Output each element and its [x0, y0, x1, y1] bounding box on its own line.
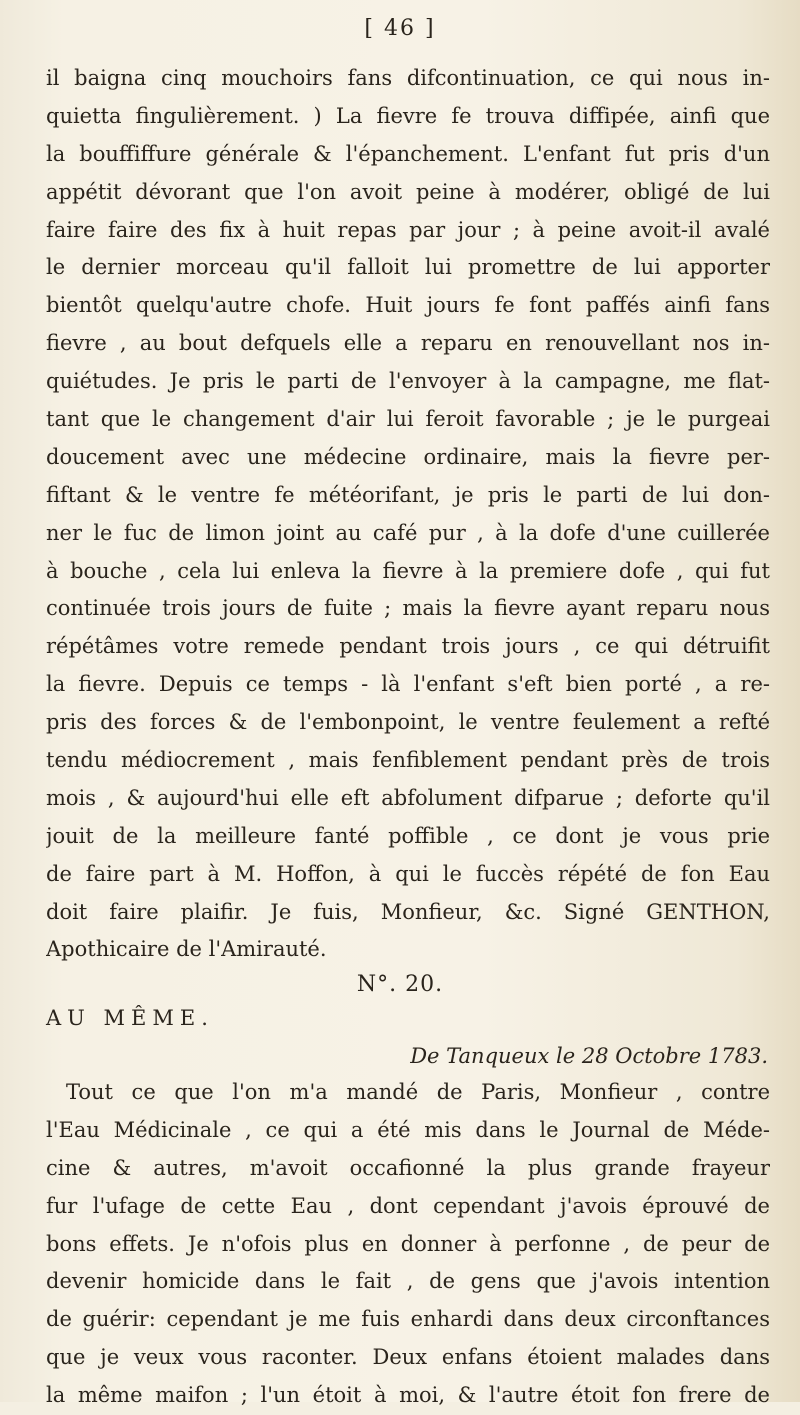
text-line: fievre , au bout defquels elle a reparu en renouvellant nos in-: [46, 331, 770, 356]
text-line: faire faire des fix à huit repas par jour ; à peine avoit-il avalé: [46, 217, 770, 242]
text-line: doit faire plaifir. Je fuis, Monfieur, &c. Signé GENTHON,: [46, 899, 770, 924]
section-title: AU MÊME.: [46, 1006, 214, 1030]
text-line: la fievre. Depuis ce temps - là l'enfant s'eft bien porté , a re-: [46, 672, 770, 697]
text-line: tendu médiocrement , mais fenfiblement pendant près de trois: [46, 748, 770, 773]
text-line: le dernier morceau qu'il falloit lui promettre de lui apporter: [46, 255, 770, 280]
text-line: cine & autres, m'avoit occafionné la plus grande frayeur: [46, 1155, 770, 1180]
text-line: la même maifon ; l'un étoit à moi, & l'autre étoit fon frere de: [46, 1383, 770, 1408]
text-line: Tout ce que l'on m'a mandé de Paris, Monfieur , contre: [66, 1080, 770, 1104]
text-line: l'Eau Médicinale , ce qui a été mis dans le Journal de Méde-: [46, 1117, 770, 1142]
text-line: ner le fuc de limon joint au café pur , à la dofe d'une cuillerée: [46, 520, 770, 545]
text-line: jouit de la meilleure fanté poffible , ce dont je vous prie: [46, 823, 770, 848]
text-line: doucement avec une médecine ordinaire, mais la fievre per-: [46, 444, 770, 469]
text-line: quietta fingulièrement. ) La fievre fe trouva diffipée, ainfi que: [46, 103, 770, 128]
text-line: Apothicaire de l'Amirauté.: [46, 937, 327, 962]
text-line: fur l'ufage de cette Eau , dont cependant j'avois éprouvé de: [46, 1193, 770, 1218]
letter-number-heading: N°. 20.: [356, 972, 444, 997]
text-line: continuée trois jours de fuite ; mais la fievre ayant reparu nous: [46, 596, 770, 621]
text-line: bons effets. Je n'ofois plus en donner à perfonne , de peur de: [46, 1231, 770, 1256]
text-line: mois , & aujourd'hui elle eft abfolument difparue ; deforte qu'il: [46, 785, 770, 810]
text-line: répétâmes votre remede pendant trois jours , ce qui détruifit: [46, 634, 770, 659]
paragraph-continued-letter: [46, 60, 770, 969]
text-line: que je veux vous raconter. Deux enfans étoient malades dans: [46, 1345, 770, 1370]
text-line: tant que le changement d'air lui feroit favorable ; je le purgeai: [46, 407, 770, 432]
dateline: De Tanqueux le 28 Octobre 1783.: [410, 1044, 768, 1068]
text-line: la bouffiffure générale & l'épanchement. L'enfant fut pris d'un: [46, 141, 770, 166]
text-line: bientôt quelqu'autre chofe. Huit jours fe font paffés ainfi fans: [46, 293, 770, 318]
text-line: il baigna cinq mouchoirs fans difcontinuation, ce qui nous in-: [46, 66, 770, 90]
text-line: pris des forces & de l'embonpoint, le ventre feulement a refté: [46, 710, 770, 735]
text-line: appétit dévorant que l'on avoit peine à modérer, obligé de lui: [46, 179, 770, 204]
text-line: quiétudes. Je pris le parti de l'envoyer à la campagne, me flat-: [46, 369, 770, 394]
paragraph-new-letter: [46, 1074, 770, 1415]
text-line: devenir homicide dans le fait , de gens que j'avois intention: [46, 1269, 770, 1294]
text-line: fiftant & le ventre fe météorifant, je pris le parti de lui don-: [46, 482, 770, 507]
text-line: de faire part à M. Hoffon, à qui le fuccès répété de fon Eau: [46, 861, 770, 886]
page-number: [ 46 ]: [364, 16, 436, 41]
text-line: à bouche , cela lui enleva la fievre à la premiere dofe , qui fut: [46, 558, 770, 583]
text-line: de guérir: cependant je me fuis enhardi dans deux circonftances: [46, 1307, 770, 1332]
